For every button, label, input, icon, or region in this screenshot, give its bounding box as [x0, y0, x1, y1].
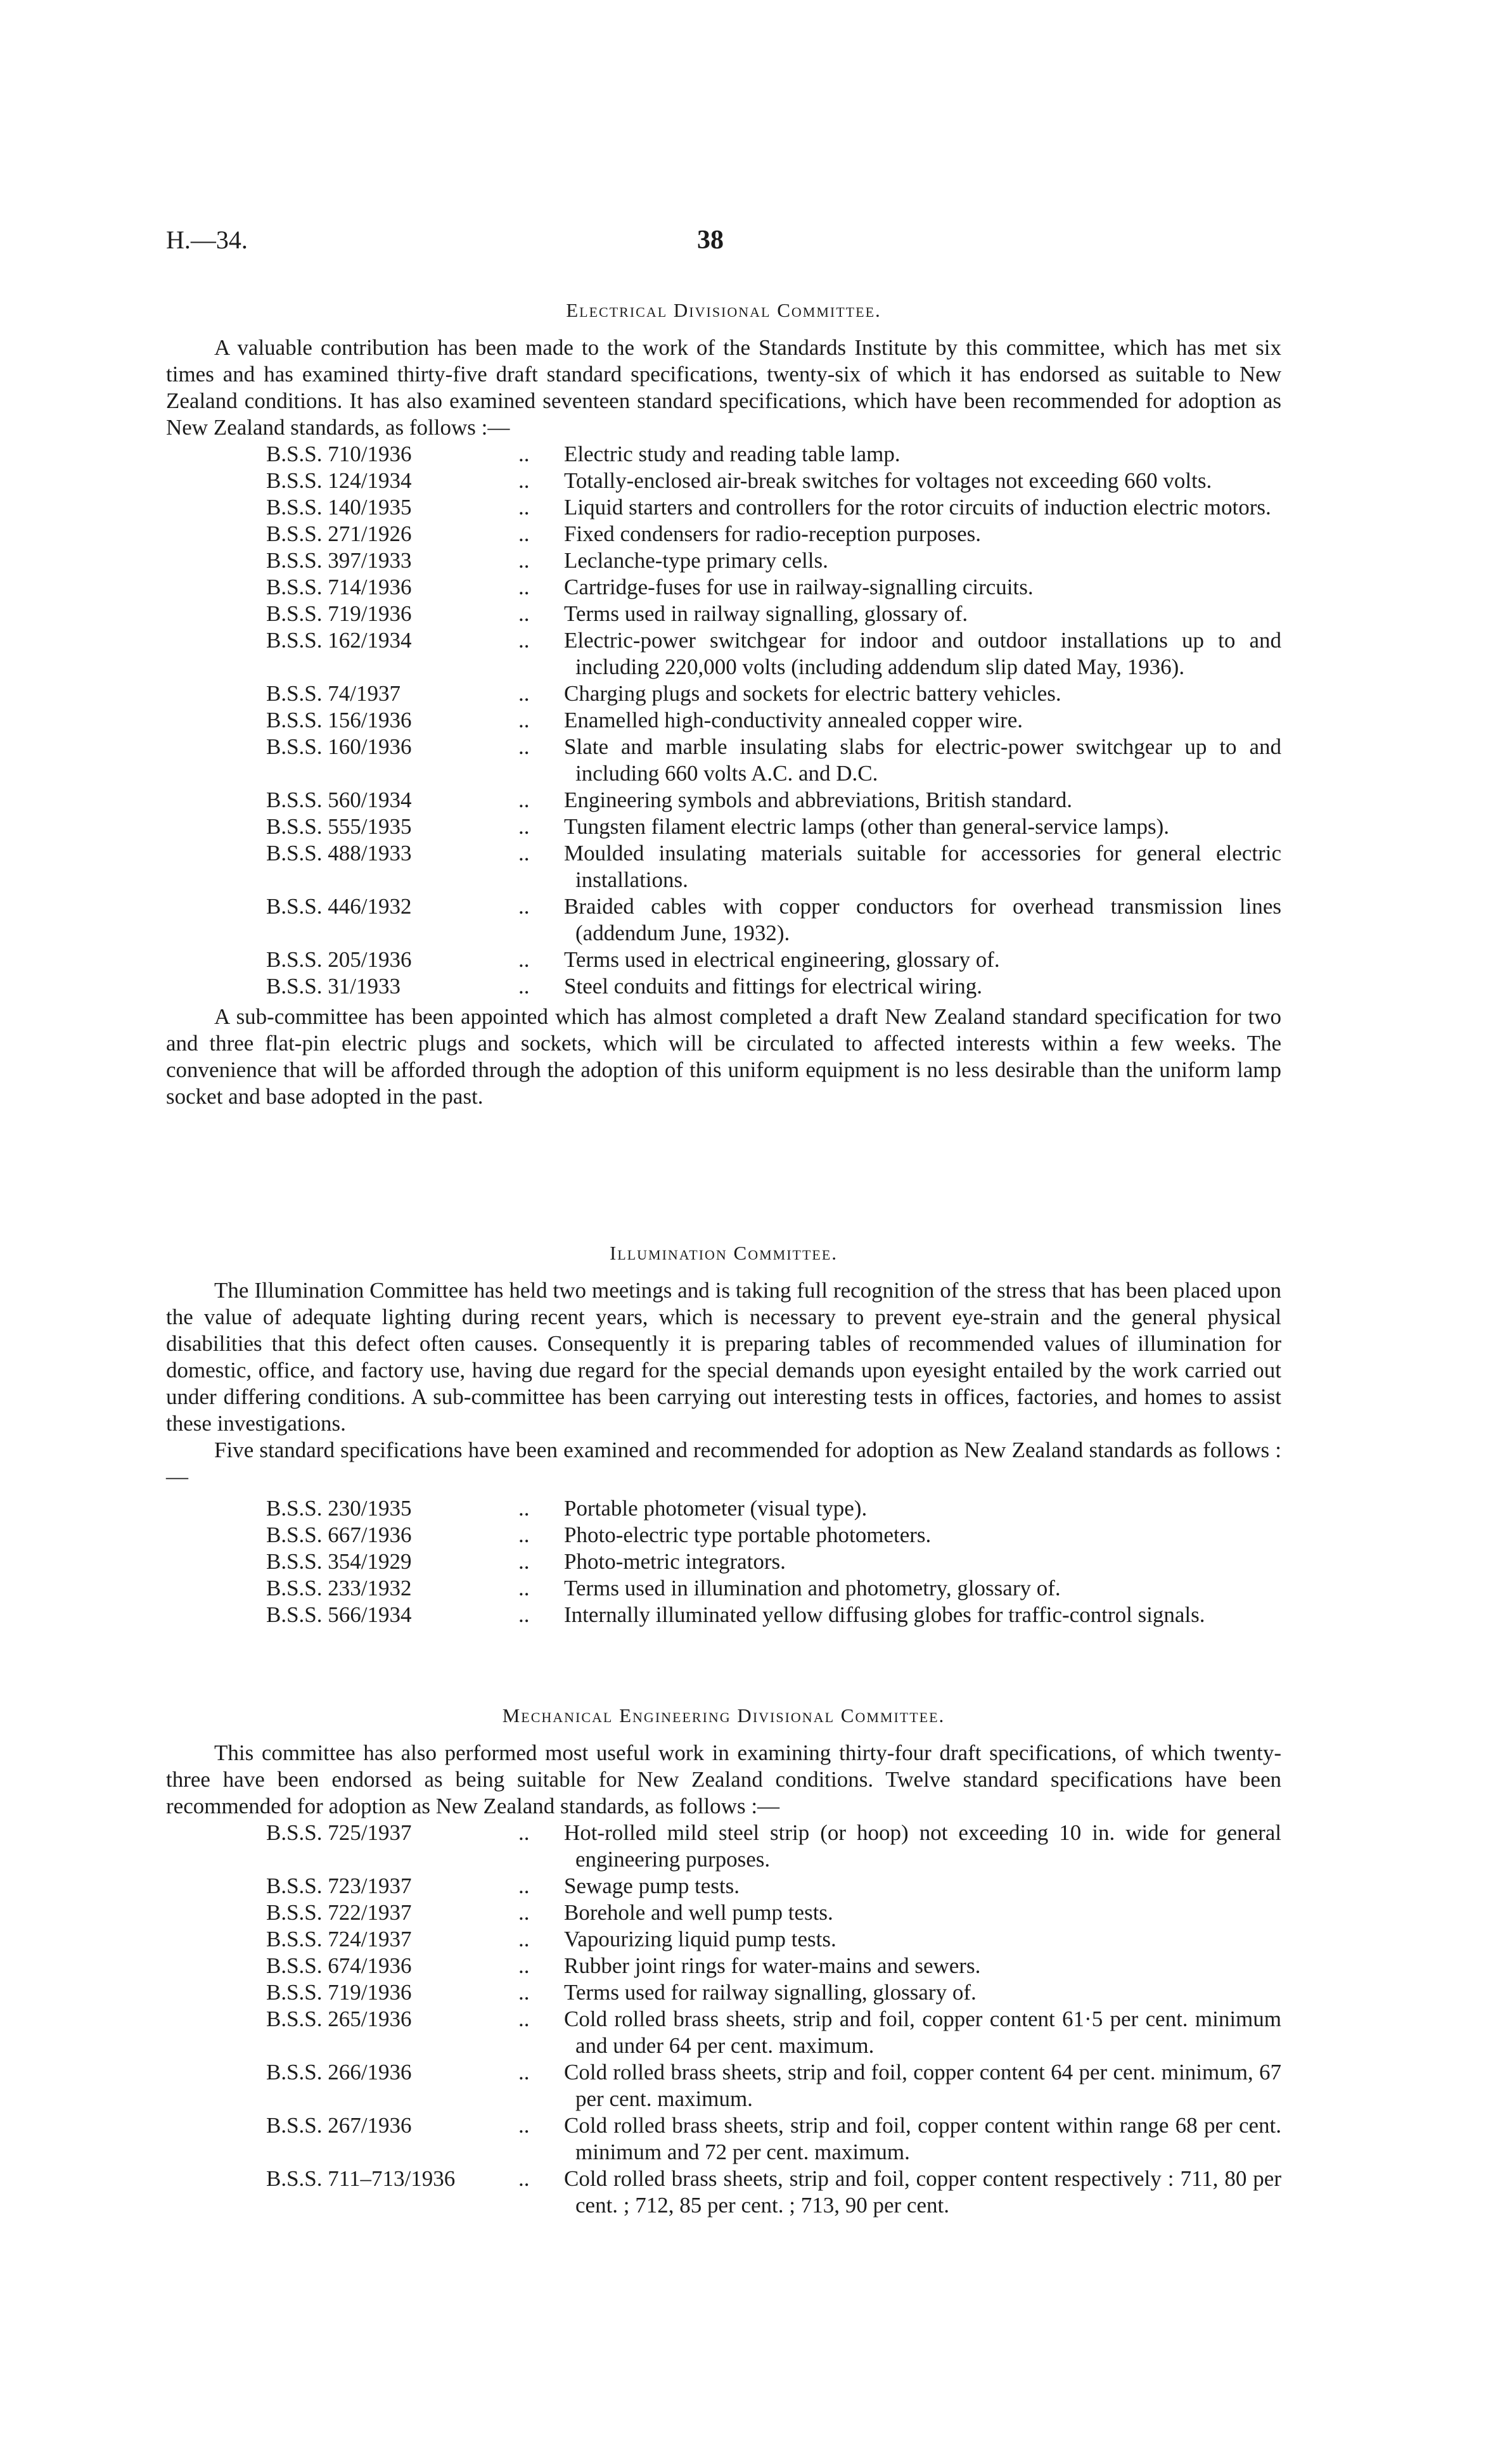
spec-row: [166, 1899, 1281, 1926]
leader-dots: ..: [518, 1602, 530, 1627]
leader-dots: ..: [518, 894, 530, 919]
spec-row: [166, 2006, 1281, 2059]
leader-dots: ..: [518, 601, 530, 626]
spec-code: B.S.S. 446/1932: [266, 894, 412, 919]
leader-dots: ..: [518, 495, 530, 520]
spec-row: [166, 787, 1281, 814]
spec-description: Hot-rolled mild steel strip (or hoop) not exceeding 10 in. wide for general engineering purposes.: [564, 1820, 1281, 1872]
leader-dots: ..: [518, 1496, 530, 1521]
leader-dots: ..: [518, 442, 530, 466]
spec-code: B.S.S. 271/1926: [266, 521, 412, 546]
illumination-intro: The Illumination Committee has held two meetings and is taking full recognition of the stress that has been placed upon the value of adequate lighting during recent years, which is necessary to prevent eye-strain and the general physical disabilities that this defect often causes. Consequently it is preparing tables of recommended values of illumination for domestic, office, and factory use, having due regard for the special demands upon eyesight entailed by the work carried out under differing conditions. A sub-committee has been carrying out interesting tests in offices, factories, and homes to assist these investigations.: [166, 1278, 1281, 1436]
spec-code: B.S.S. 160/1936: [266, 734, 412, 759]
page-header: [166, 225, 1281, 263]
leader-dots: ..: [518, 814, 530, 839]
spec-code: B.S.S. 724/1937: [266, 1927, 412, 1951]
spec-code: B.S.S. 723/1937: [266, 1874, 412, 1898]
spec-description: Sewage pump tests.: [564, 1874, 740, 1898]
spec-row: [166, 494, 1281, 521]
spec-row: [166, 1873, 1281, 1899]
spec-description: Braided cables with copper conductors for overhead transmission lines (addendum June, 1932).: [564, 894, 1281, 945]
leader-dots: ..: [518, 1576, 530, 1600]
spec-description: Terms used in electrical engineering, glossary of.: [564, 947, 1000, 972]
leader-dots: ..: [518, 2060, 530, 2084]
leader-dots: ..: [518, 681, 530, 706]
spec-code: B.S.S. 230/1935: [266, 1496, 412, 1521]
electrical-section: [166, 298, 1281, 1110]
page-id: H.—34.: [166, 226, 248, 254]
spec-row: [166, 1926, 1281, 1953]
spec-description: Liquid starters and controllers for the rotor circuits of induction electric motors.: [564, 495, 1271, 520]
spec-row: [166, 1602, 1281, 1628]
leader-dots: ..: [518, 2113, 530, 2138]
leader-dots: ..: [518, 1980, 530, 2005]
spec-code: B.S.S. 674/1936: [266, 1953, 412, 1978]
spec-row: [166, 707, 1281, 734]
leader-dots: ..: [518, 2007, 530, 2031]
leader-dots: ..: [518, 841, 530, 865]
leader-dots: ..: [518, 1874, 530, 1898]
spec-code: B.S.S. 560/1934: [266, 788, 412, 812]
leader-dots: ..: [518, 1522, 530, 1547]
leader-dots: ..: [518, 628, 530, 653]
leader-dots: ..: [518, 788, 530, 812]
spec-code: B.S.S. 566/1934: [266, 1602, 412, 1627]
spec-row: [166, 627, 1281, 680]
spec-row: [166, 1979, 1281, 2006]
illumination-section: [166, 1241, 1281, 1628]
leader-dots: ..: [518, 974, 530, 999]
spec-row: [166, 441, 1281, 468]
spec-row: [166, 840, 1281, 893]
spec-row: [166, 680, 1281, 707]
leader-dots: ..: [518, 1549, 530, 1574]
spec-code: B.S.S. 267/1936: [266, 2113, 412, 2138]
spec-description: Cold rolled brass sheets, strip and foil, copper content 64 per cent. minimum, 67 per cent. maximum.: [564, 2060, 1281, 2111]
page-number: 38: [697, 226, 724, 255]
spec-description: Portable photometer (visual type).: [564, 1496, 868, 1521]
leader-dots: ..: [518, 734, 530, 759]
spec-row: [166, 601, 1281, 627]
spec-description: Internally illuminated yellow diffusing globes for traffic-control signals.: [564, 1602, 1205, 1627]
spec-code: B.S.S. 719/1936: [266, 1980, 412, 2005]
spec-code: B.S.S. 31/1933: [266, 974, 400, 999]
spec-code: B.S.S. 719/1936: [266, 601, 412, 626]
spec-row: [166, 1495, 1281, 1522]
leader-dots: ..: [518, 1900, 530, 1925]
spec-description: Steel conduits and fittings for electrical wiring.: [564, 974, 982, 999]
spec-description: Moulded insulating materials suitable for accessories for general electric installations.: [564, 841, 1281, 892]
mechanical-section: [166, 1703, 1281, 2219]
spec-description: Cartridge-fuses for use in railway-signalling circuits.: [564, 575, 1034, 599]
spec-description: Cold rolled brass sheets, strip and foil, copper content within range 68 per cent. minimum and 72 per cent. maximum.: [564, 2113, 1281, 2164]
spec-description: Photo-electric type portable photometers.: [564, 1522, 932, 1547]
spec-code: B.S.S. 162/1934: [266, 628, 412, 653]
illumination-intro2: Five standard specifications have been examined and recommended for adoption as New Zealand standards as follows :—: [166, 1438, 1281, 1489]
spec-code: B.S.S. 205/1936: [266, 947, 412, 972]
spec-code: B.S.S. 266/1936: [266, 2060, 412, 2084]
leader-dots: ..: [518, 1820, 530, 1845]
spec-row: [166, 468, 1281, 494]
spec-code: B.S.S. 722/1937: [266, 1900, 412, 1925]
illumination-spec-list: [166, 1495, 1281, 1628]
spec-code: B.S.S. 233/1932: [266, 1576, 412, 1600]
spec-description: Totally-enclosed air-break switches for voltages not exceeding 660 volts.: [564, 468, 1212, 493]
mechanical-spec-list: [166, 1820, 1281, 2219]
spec-code: B.S.S. 265/1936: [266, 2007, 412, 2031]
spec-code: B.S.S. 711–713/1936: [266, 2166, 456, 2191]
spec-row: [166, 734, 1281, 787]
spec-code: B.S.S. 725/1937: [266, 1820, 412, 1845]
spec-description: Terms used in illumination and photometry, glossary of.: [564, 1576, 1061, 1600]
spec-row: [166, 1575, 1281, 1602]
spec-row: [166, 947, 1281, 973]
spec-description: Terms used for railway signalling, glossary of.: [564, 1980, 977, 2005]
leader-dots: ..: [518, 468, 530, 493]
spec-code: B.S.S. 488/1933: [266, 841, 412, 865]
spec-code: B.S.S. 710/1936: [266, 442, 412, 466]
spec-description: Vapourizing liquid pump tests.: [564, 1927, 836, 1951]
spec-row: [166, 1953, 1281, 1979]
spec-description: Slate and marble insulating slabs for electric-power switchgear up to and including 660 volts A.C. and D.C.: [564, 734, 1281, 786]
spec-description: Cold rolled brass sheets, strip and foil, copper content respectively : 711, 80 per cent. ; 712, 85 per cent. ; 713, 90 per cent.: [564, 2166, 1281, 2218]
leader-dots: ..: [518, 575, 530, 599]
electrical-closing: A sub-committee has been appointed which has almost completed a draft New Zealand standard specification for two and three flat-pin electric plugs and sockets, which will be circulated to affected interests within a few weeks. The convenience that will be afforded through the adoption of this uniform equipment is no less desirable than the uniform lamp socket and base adopted in the past.: [166, 1004, 1281, 1109]
leader-dots: ..: [518, 521, 530, 546]
spec-description: Electric study and reading table lamp.: [564, 442, 900, 466]
spec-description: Electric-power switchgear for indoor and outdoor installations up to and including 220,000 volts (including addendum slip dated May, 1936).: [564, 628, 1281, 679]
spec-code: B.S.S. 397/1933: [266, 548, 412, 573]
spec-row: [166, 547, 1281, 574]
mechanical-intro: This committee has also performed most useful work in examining thirty-four draft specifications, of which twenty-three have been endorsed as being suitable for New Zealand conditions. Twelve standard specifications have been recommended for adoption as New Zealand standards, as follows :—: [166, 1740, 1281, 1818]
spec-code: B.S.S. 354/1929: [266, 1549, 412, 1574]
spec-description: Engineering symbols and abbreviations, British standard.: [564, 788, 1072, 812]
electrical-spec-list: [166, 441, 1281, 1000]
leader-dots: ..: [518, 947, 530, 972]
spec-code: B.S.S. 74/1937: [266, 681, 400, 706]
spec-description: Borehole and well pump tests.: [564, 1900, 833, 1925]
spec-row: [166, 1548, 1281, 1575]
leader-dots: ..: [518, 548, 530, 573]
spec-description: Charging plugs and sockets for electric battery vehicles.: [564, 681, 1061, 706]
spec-code: B.S.S. 714/1936: [266, 575, 412, 599]
spec-row: [166, 893, 1281, 947]
leader-dots: ..: [518, 1953, 530, 1978]
spec-code: B.S.S. 140/1935: [266, 495, 412, 520]
spec-code: B.S.S. 124/1934: [266, 468, 412, 493]
illumination-heading: Illumination Committee.: [609, 1242, 838, 1264]
spec-row: [166, 2166, 1281, 2219]
spec-row: [166, 2112, 1281, 2166]
spec-row: [166, 1820, 1281, 1873]
spec-description: Terms used in railway signalling, glossary of.: [564, 601, 968, 626]
spec-code: B.S.S. 667/1936: [266, 1522, 412, 1547]
spec-description: Rubber joint rings for water-mains and sewers.: [564, 1953, 981, 1978]
spec-description: Leclanche-type primary cells.: [564, 548, 828, 573]
mechanical-heading: Mechanical Engineering Divisional Committee.: [502, 1704, 945, 1727]
leader-dots: ..: [518, 708, 530, 732]
electrical-heading: Electrical Divisional Committee.: [566, 299, 881, 321]
spec-row: [166, 814, 1281, 840]
leader-dots: ..: [518, 1927, 530, 1951]
spec-row: [166, 973, 1281, 1000]
spec-row: [166, 521, 1281, 547]
leader-dots: ..: [518, 2166, 530, 2191]
spec-description: Tungsten filament electric lamps (other than general-service lamps).: [564, 814, 1170, 839]
spec-description: Photo-metric integrators.: [564, 1549, 786, 1574]
spec-code: B.S.S. 156/1936: [266, 708, 412, 732]
spec-description: Fixed condensers for radio-reception purposes.: [564, 521, 981, 546]
spec-code: B.S.S. 555/1935: [266, 814, 412, 839]
electrical-intro: A valuable contribution has been made to the work of the Standards Institute by this committee, which has met six times and has examined thirty-five draft standard specifications, twenty-six of which it has endorsed as suitable to New Zealand conditions. It has also examined seventeen standard specifications, which have been recommended for adoption as New Zealand standards, as follows :—: [166, 335, 1281, 440]
spec-description: Cold rolled brass sheets, strip and foil, copper content 61·5 per cent. minimum and under 64 per cent. maximum.: [564, 2007, 1281, 2058]
spec-row: [166, 1522, 1281, 1548]
spec-description: Enamelled high-conductivity annealed copper wire.: [564, 708, 1023, 732]
spec-row: [166, 574, 1281, 601]
spec-row: [166, 2059, 1281, 2112]
